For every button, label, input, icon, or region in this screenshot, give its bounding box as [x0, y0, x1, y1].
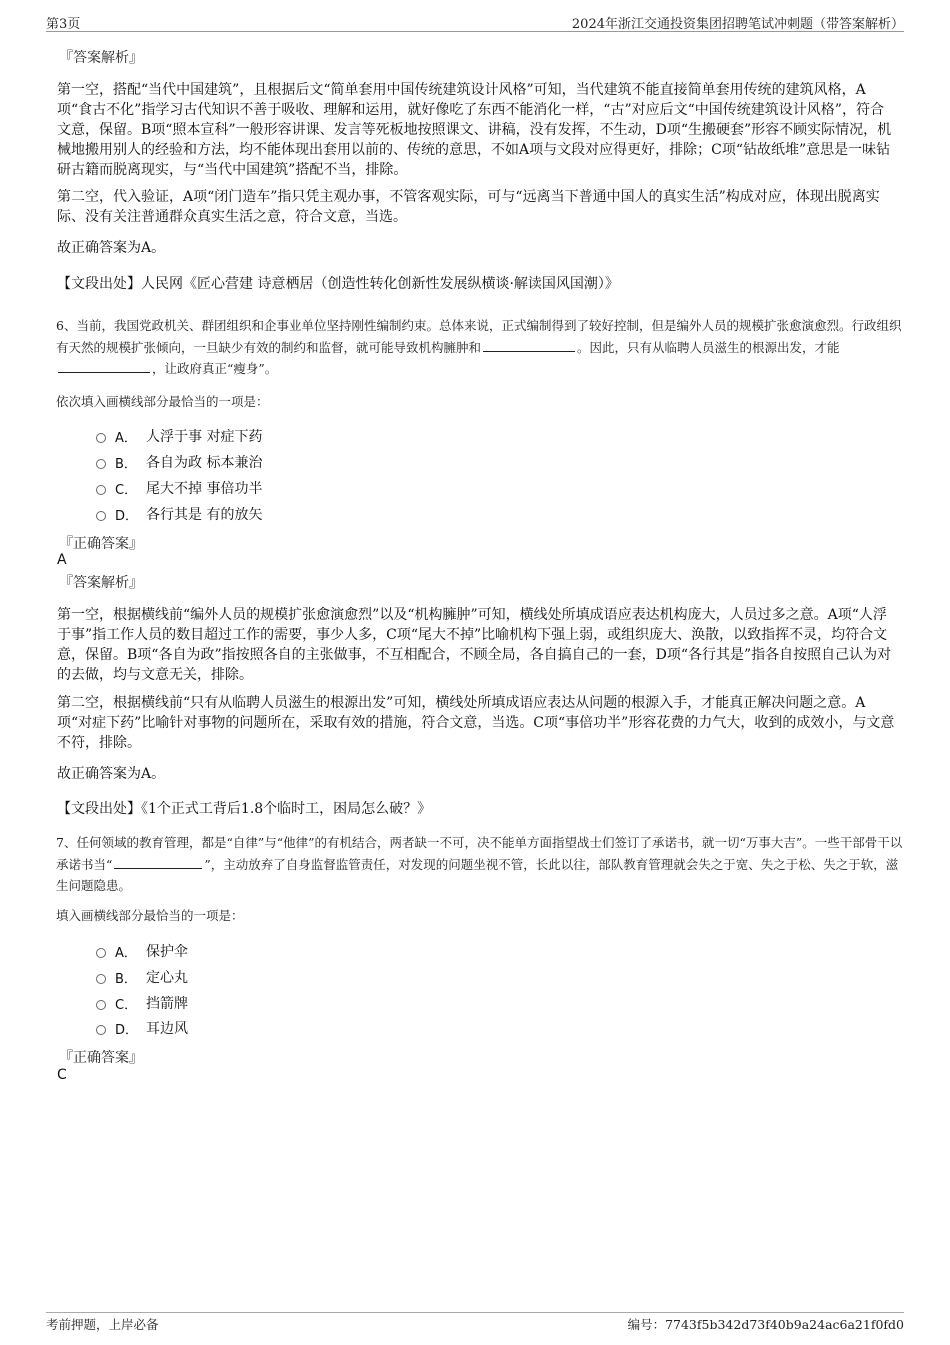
option-letter: B．: [115, 456, 137, 472]
option-letter: D．: [115, 1022, 139, 1038]
option-text: 各自为政 标本兼治: [146, 455, 263, 471]
page-number: 第3页: [46, 17, 81, 32]
radio-icon[interactable]: [96, 1000, 106, 1010]
q7-instruction: 填入画横线部分最恰当的一项是：: [56, 908, 244, 923]
option-letter: B．: [115, 971, 137, 987]
q6-correct-label: 『正确答案』: [59, 536, 143, 552]
q6-instruction: 依次填入画横线部分最恰当的一项是：: [56, 394, 269, 409]
q6-analysis-para1: 第一空，根据横线前“编外人员的规模扩张愈演愈烈”以及“机构臃肿”可知，横线处所填成语应表达机构庞大，人员过多之意。A项“人浮于事”指工作人员的数目超过工作的需要，事少人多，C项“尾大不掉”比喻机构下强上弱，或组织庞大、涣散，以致指挥不灵，均符合文意，保留。B项“各自为政”指按照各自的主张做事，不互相配合，不顾全局，各自搞自己的一套，D项“各行其是”指各自按照自己认为对的去做，均与文意无关，排除。: [57, 607, 892, 683]
option-letter: A．: [115, 945, 137, 961]
option-letter: C．: [115, 482, 138, 498]
q6-option-a[interactable]: [96, 426, 262, 446]
page-header: [46, 11, 904, 32]
document-id: 编号：7743f5b342d73f40b9a24ac6a21f0fd0: [627, 1317, 904, 1332]
q5-analysis-para2: 第二空，代入验证，A项“闭门造车”指只凭主观办事，不管客观实际，可与“远离当下普通中国人的真实生活”构成对应，体现出脱离实际、没有关注普通群众真实生活之意，符合文意，当选。: [57, 189, 880, 225]
q7-stem-part1: 7、任何领域的教育管理，都是“自律”与“他律”的有机结合，两者缺一不可，决不能单方面指望战士们签订了承诺书，就一切“万事大吉”。一些干部骨干以承诺书当“: [56, 835, 903, 872]
radio-icon[interactable]: [96, 433, 106, 443]
q6-stem-part1: 6、当前，我国党政机关、群团组织和企事业单位坚持刚性编制约束。总体来说，正式编制得到了较好控制，但是编外人员的规模扩张愈演愈烈。行政组织有天然的规模扩张倾向，一旦缺少有效的制约和监督，就可能导致机构臃肿和: [56, 318, 902, 355]
q6-correct-answer: A: [57, 552, 67, 568]
q7-option-a[interactable]: [96, 941, 188, 961]
q5-conclusion: 故正确答案为A。: [57, 240, 166, 256]
q7-correct-label: 『正确答案』: [59, 1050, 143, 1066]
option-text: 定心丸: [146, 970, 188, 986]
q7-blank: [114, 856, 202, 869]
radio-icon[interactable]: [96, 459, 106, 469]
option-text: 耳边风: [146, 1021, 188, 1037]
q6-analysis-para2: 第二空，根据横线前“只有从临聘人员滋生的根源出发”可知，横线处所填成语应表达从问题的根源入手，才能真正解决问题之意。A项“对症下药”比喻针对事物的问题所在，采取有效的措施，符合文意，当选。C项“事倍功半”形容花费的力气大，收到的成效小，与文意不符，排除。: [57, 695, 895, 751]
option-text: 挡箭牌: [146, 996, 188, 1012]
q6-analysis-label: 『答案解析』: [59, 575, 143, 591]
q7-stem-part2: ”，主动放弃了自身监督监管责任，对发现的问题坐视不管，长此以往，部队教育管理就会失之于宽、失之于松、失之于软，滋生问题隐患。: [56, 856, 899, 893]
option-letter: D．: [115, 508, 139, 524]
q6-stem-part3: ，让政府真正“瘦身”。: [152, 361, 278, 376]
q6-option-c[interactable]: [96, 478, 262, 498]
radio-icon[interactable]: [96, 948, 106, 958]
q6-stem-part2: 。因此，只有从临聘人员滋生的根源出发，才能: [577, 339, 840, 355]
option-text: 尾大不掉 事倍功半: [146, 481, 263, 497]
option-text: 保护伞: [146, 944, 188, 960]
option-text: 人浮于事 对症下药: [146, 429, 263, 445]
q6-conclusion: 故正确答案为A。: [57, 766, 166, 782]
q5-analysis-para1: 第一空，搭配“当代中国建筑”，且根据后文“简单套用中国传统建筑设计风格”可知，当代建筑不能直接简单套用传统的建筑风格，A项“食古不化”指学习古代知识不善于吸收、理解和运用，就好像吃了东西不能消化一样，“古”对应后文“中国传统建筑设计风格”，符合文意，保留。B项“照本宣科”一般形容讲课、发言等死板地按照课文、讲稿，没有发挥，不生动，D项“生搬硬套”形容不顾实际情况，机械地搬用别人的经验和方法，均不能体现出套用以前的、传统的意思，不如A项与文段对应得更好，排除；C项“钻故纸堆”意思是一味钻研古籍而脱离现实，与“当代中国建筑”搭配不当，排除。: [57, 82, 892, 178]
radio-icon[interactable]: [96, 974, 106, 984]
q5-source: 【文段出处】人民网《匠心营建 诗意栖居（创造性转化创新性发展纵横谈·解读国风国潮）》: [57, 276, 619, 292]
radio-icon[interactable]: [96, 511, 106, 521]
q6-blank-1: [483, 339, 575, 352]
q7-option-b[interactable]: [96, 967, 188, 987]
q7-correct-answer: C: [57, 1067, 67, 1083]
q7-option-c[interactable]: [96, 993, 188, 1013]
option-letter: C．: [115, 997, 138, 1013]
radio-icon[interactable]: [96, 1025, 106, 1035]
option-letter: A．: [115, 430, 137, 446]
option-text: 各行其是 有的放矢: [146, 507, 263, 523]
radio-icon[interactable]: [96, 485, 106, 495]
q6-option-b[interactable]: [96, 452, 262, 472]
footer-slogan: 考前押题，上岸必备: [46, 1317, 159, 1332]
q6-blank-2: [58, 360, 150, 373]
document-title: 2024年浙江交通投资集团招聘笔试冲刺题（带答案解析）: [571, 17, 904, 32]
q5-analysis-label: 『答案解析』: [59, 50, 143, 66]
q6-source: 【文段出处】《1个正式工背后1.8个临时工，困局怎么破？》: [57, 801, 432, 817]
q7-option-d[interactable]: [96, 1018, 188, 1038]
q6-option-d[interactable]: [96, 504, 262, 524]
q7-stem: [56, 832, 903, 897]
q6-stem: [56, 315, 903, 380]
page-footer: [46, 1312, 904, 1333]
